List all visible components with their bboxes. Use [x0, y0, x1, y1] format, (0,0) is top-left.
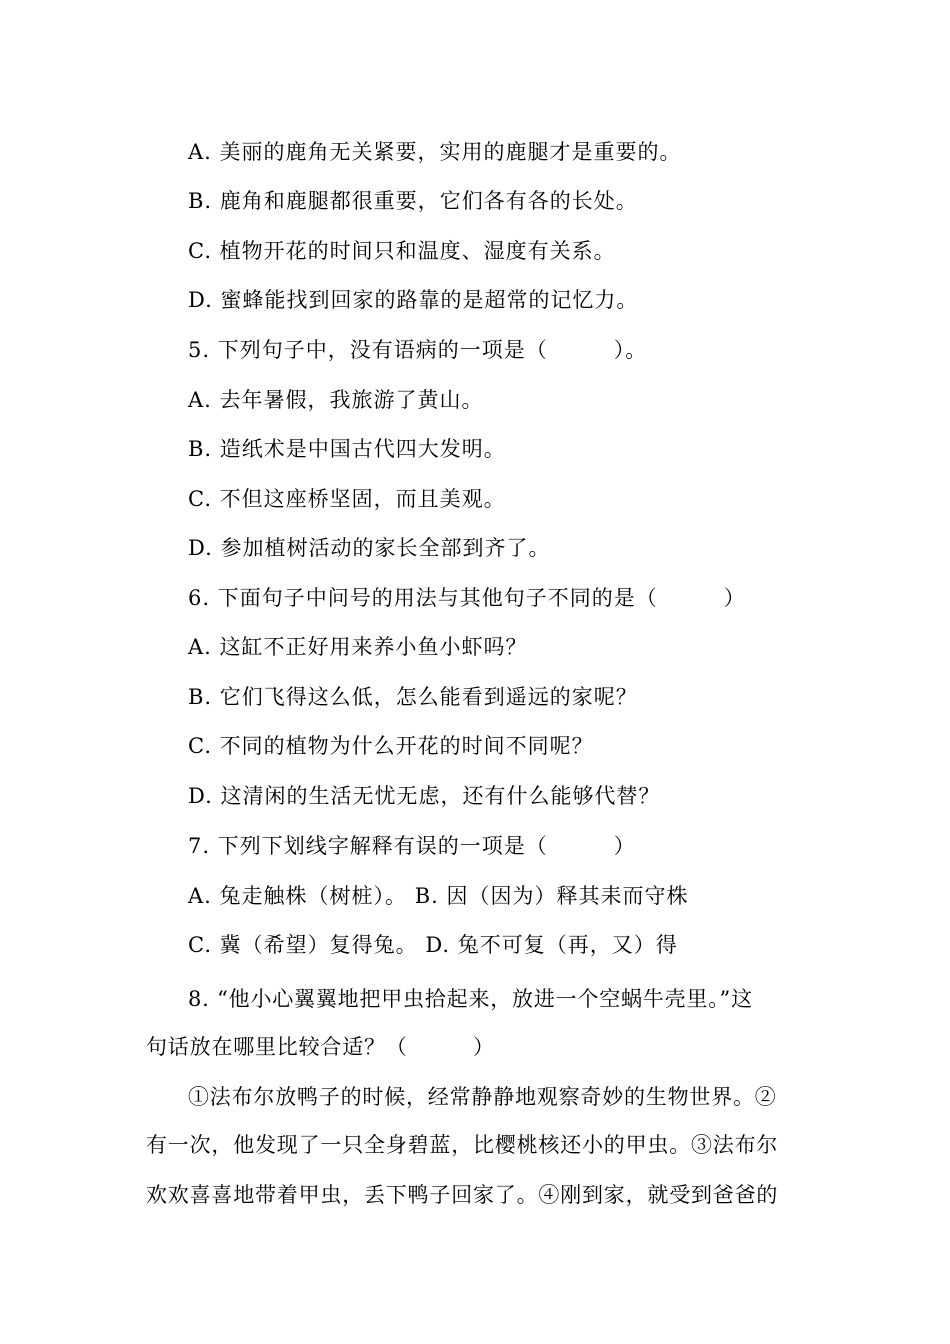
question-6: 6. 下面句子中问号的用法与其他句子不同的是（ ）: [188, 586, 746, 610]
option-6b: B. 它们飞得这么低，怎么能看到遥远的家呢？: [188, 685, 638, 709]
option-5d: D. 参加植树活动的家长全部到齐了。: [188, 536, 551, 560]
option-4a: A. 美丽的鹿角无关紧要，实用的鹿腿才是重要的。: [188, 140, 682, 164]
question-7: 7. 下列下划线字解释有误的一项是（ ）: [188, 834, 636, 858]
option-5b: B. 造纸术是中国古代四大发明。: [188, 437, 506, 461]
passage-line-1: ①法布尔放鸭子的时候，经常静静地观察奇妙的生物世界。②: [188, 1085, 777, 1109]
question-5: 5. 下列句子中，没有语病的一项是（ ）。: [188, 338, 648, 362]
options-7ab: A. 兔走触株（树桩）。 B. 因（因为）释其耒而守株: [188, 884, 689, 908]
option-6c: C. 不同的植物为什么开花的时间不同呢？: [188, 734, 594, 758]
option-5a: A. 去年暑假，我旅游了黄山。: [188, 388, 484, 412]
option-4c: C. 植物开花的时间只和温度、湿度有关系。: [188, 239, 616, 263]
question-8: 8. “他小心翼翼地把甲虫拾起来，放进一个空蜗牛壳里。”这: [188, 987, 753, 1011]
option-5c: C. 不但这座桥坚固，而且美观。: [188, 487, 506, 511]
option-4d: D. 蜜蜂能找到回家的路靠的是超常的记忆力。: [188, 288, 639, 312]
option-6d: D. 这清闲的生活无忧无虑，还有什么能够代替？: [188, 784, 661, 808]
passage-line-3: 欢欢喜喜地带着甲虫，丢下鸭子回家了。④刚到家，就受到爸爸的: [146, 1183, 779, 1207]
question-8-cont: 句话放在哪里比较合适？（ ）: [146, 1035, 495, 1059]
passage-line-2: 有一次，他发现了一只全身碧蓝，比樱桃核还小的甲虫。③法布尔: [146, 1133, 779, 1157]
options-7cd: C. 冀（希望）复得兔。 D. 兔不可复（再，又）得: [188, 933, 678, 957]
option-6a: A. 这缸不正好用来养小鱼小虾吗？: [188, 635, 528, 659]
option-4b: B. 鹿角和鹿腿都很重要，它们各有各的长处。: [188, 189, 638, 213]
